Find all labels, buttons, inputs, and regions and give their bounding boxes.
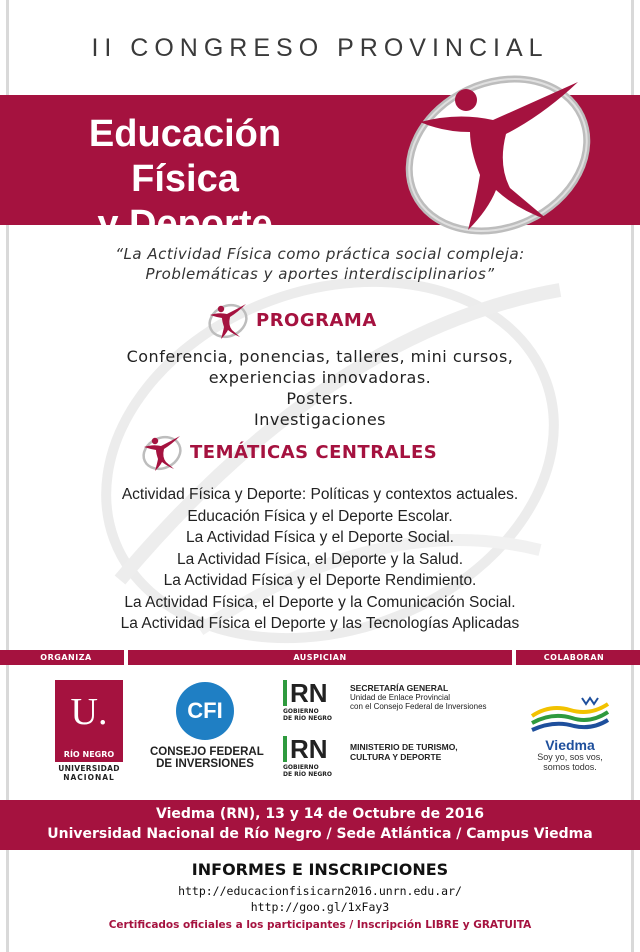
cfi-mark: CFI [176,682,234,740]
certificados-note: Certificados oficiales a los participantes / Inscripción LIBRE y GRATUITA [108,919,532,931]
unrn-logo [55,680,123,782]
viedma-logo [520,690,620,772]
rn-gov-1: GOBIERNO [283,708,319,715]
viedma-emblem-icon [530,690,610,734]
colaboran-label: COLABORAN [543,653,605,662]
mini-logo-icon [140,432,184,472]
list-item: Posters. [286,389,354,408]
organiza-label: ORGANIZA [40,653,92,662]
rn-mark: RN [290,678,328,708]
list-item: experiencias innovadoras. [208,368,432,387]
list-item: La Actividad Física y el Deporte Social. [186,529,454,546]
cfi-logo [150,682,264,770]
event-url-2[interactable]: http://goo.gl/1xFay3 [250,900,390,914]
ministerio-title-1: MINISTERIO DE TURISMO, [350,742,458,752]
quote [0,244,640,284]
tematicas-title: TEMÁTICAS CENTRALES [190,441,438,463]
list-item: La Actividad Física, el Deporte y la Salud. [176,550,464,568]
viedma-name: Viedma [545,737,595,753]
rn-gobierno-logo-2 [283,736,343,778]
quote-line-1: “La Actividad Física como práctica social compleja: [115,245,525,263]
programa-heading [206,300,377,340]
auspician-label: AUSPICIAN [293,653,347,662]
congress-logo-icon [398,70,598,240]
ministerio-title-2: CULTURA Y DEPORTE [350,752,442,762]
secretaria-sub-1: Unidad de Enlace Provincial [350,693,451,702]
rn-mark: RN [290,734,328,764]
cfi-line-2: DE INVERSIONES [156,758,254,770]
quote-line-2: Problemáticas y aportes interdisciplinarios” [145,265,495,283]
unrn-line-2: UNIVERSIDAD [58,764,120,773]
rn-gov-2: DE RÍO NEGRO [283,771,332,778]
event-url-1[interactable]: http://educacionfisicarn2016.unrn.edu.ar/ [178,884,462,898]
congress-edition: II CONGRESO PROVINCIAL [91,34,549,62]
rn-gov-1: GOBIERNO [283,764,319,771]
secretaria-title: SECRETARÍA GENERAL [350,683,449,693]
tematicas-heading [140,432,437,472]
rn-gobierno-logo-1 [283,680,343,722]
tematicas-list [0,484,640,635]
programa-title: PROGRAMA [256,309,377,331]
list-item: La Actividad Física y el Deporte Rendimiento. [163,572,477,589]
title-line-2: y Deporte [97,203,273,245]
rn-gov-2: DE RÍO NEGRO [283,715,332,722]
list-item: Educación Física y el Deporte Escolar. [187,507,453,525]
secretaria-sub-2: con el Consejo Federal de Inversiones [350,702,487,711]
cfi-line-1: CONSEJO FEDERAL [150,746,264,758]
list-item: Investigaciones [253,410,387,429]
viedma-slogan-1: Soy yo, sos vos, [537,752,603,762]
programa-list [0,346,640,430]
list-item: Conferencia, ponencias, talleres, mini cursos, [126,347,514,366]
event-venue: Universidad Nacional de Río Negro / Sede Atlántica / Campus Viedma [47,826,593,842]
unrn-mark: U. [55,680,123,748]
event-date: Viedma (RN), 13 y 14 de Octubre de 2016 [156,806,484,822]
ministerio-text [350,742,510,762]
informes-title: INFORMES E INSCRIPCIONES [191,860,449,879]
unrn-line-3: NACIONAL [63,773,115,782]
list-item: La Actividad Física, el Deporte y la Comunicación Social. [124,593,516,611]
title-line-1: Educación Física [88,113,282,200]
mini-logo-icon [206,300,250,340]
list-item: Actividad Física y Deporte: Políticas y contextos actuales. [121,486,519,503]
secretaria-text [350,683,510,711]
list-item: La Actividad Física el Deporte y las Tecnologías Aplicadas [120,615,520,632]
event-title [30,112,340,247]
unrn-line-1: RÍO NEGRO [55,748,123,762]
viedma-slogan-2: somos todos. [543,762,597,772]
